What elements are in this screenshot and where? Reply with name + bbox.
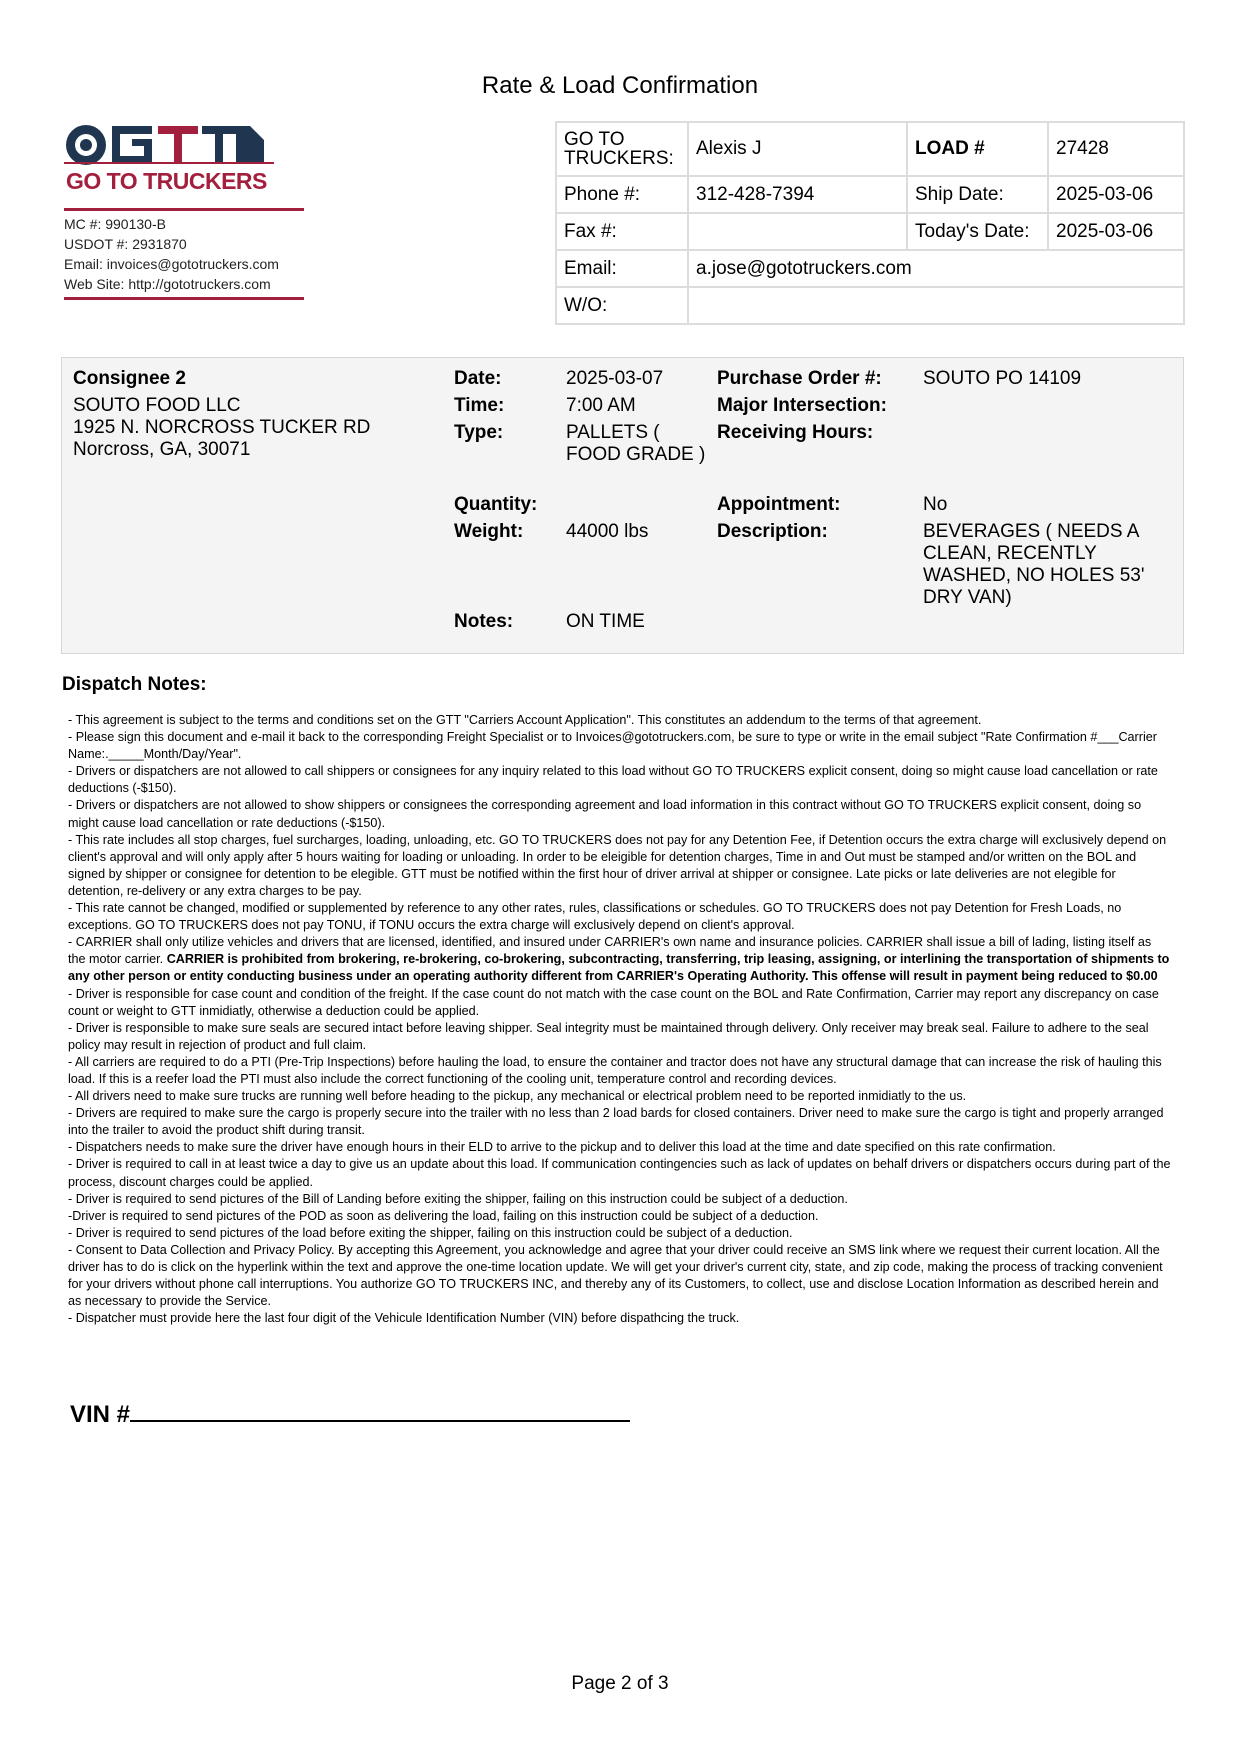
company-email: Email: invoices@gototruckers.com — [64, 256, 279, 272]
load-value: 27428 — [1048, 122, 1184, 176]
table-row — [556, 250, 1184, 287]
dispatch-note-carrier — [68, 934, 1172, 985]
usdot-number: USDOT #: 2931870 — [64, 236, 187, 252]
carrier-note-bold: CARRIER is prohibited from brokering, re-brokering, co-brokering, subcontracting, transferring, trip leasing, assigning, or interlining the transportation of shipments to any other person or entity conducting business under an operating authority different from CARRIER's Operating Authority. This offense will result in payment being reduced to $0.00 — [68, 952, 1170, 984]
receiving-hours-label: Receiving Hours: — [717, 422, 874, 443]
company-value: Alexis J — [688, 122, 907, 176]
dispatch-note: - All drivers need to make sure trucks are running well before heading to the pickup, any mechanical or electrical problem need to be reported inmidiatly to the us. — [68, 1089, 967, 1104]
appointment-label: Appointment: — [717, 494, 841, 515]
dispatch-note: - Consent to Data Collection and Privacy Policy. By accepting this Agreement, you acknowledge and agree that your driver could receive an SMS link where we request their current location. All the driver has to do is click on the hyperlink within the text and approve the one-time location update. We will get your driver's current city, state, and zip code, making the process of tracking convenient for your drivers without phone call interruptions. You authorize GO TO TRUCKERS INC, and thereby any of its Customers, to collect, use and disclose Location Information as described herein and as necessary to provide the Service. — [68, 1242, 1163, 1309]
fax-label: Fax #: — [556, 213, 688, 250]
dispatch-note: - Driver is responsible for case count and condition of the freight. If the case count do not match with the case count on the BOL and Rate Confirmation, Carrier may report any discrepancy on case count or weight to GTT inmidiatly, otherwise a deduction could be applied. — [68, 986, 1159, 1018]
major-intersection-label: Major Intersection: — [717, 395, 887, 416]
dispatch-note: - Drivers or dispatchers are not allowed to call shippers or consignees for any inquiry related to this load without GO TO TRUCKERS explicit consent, doing so might cause load cancellation or rate deductions (-$150). — [68, 764, 1158, 796]
company-label: GO TO TRUCKERS: — [556, 122, 688, 176]
type-value: PALLETS ( FOOD GRADE ) — [566, 422, 706, 465]
purchase-order-value: SOUTO PO 14109 — [923, 368, 1082, 389]
dispatch-note: - Driver is required to send pictures of the Bill of Landing before exiting the shipper, failing on this instruction could be subject of a deduction. — [68, 1191, 848, 1206]
dispatch-note: - Drivers or dispatchers are not allowed to show shippers or consignees the corresponding agreement and load information in this contract without GO TO TRUCKERS explicit consent, doing so might cause load cancellation or rate deductions (-$150). — [68, 798, 1142, 830]
page-title: Rate & Load Confirmation — [481, 72, 759, 99]
dispatch-note: - Driver is required to send pictures of the load before exiting the shipper, failing on this instruction could be subject of a deduction. — [68, 1225, 793, 1240]
description-label: Description: — [717, 521, 828, 542]
table-row — [556, 213, 1184, 250]
page-number: Page 2 of 3 — [571, 1673, 669, 1694]
load-label: LOAD # — [907, 122, 1048, 176]
dispatch-note: - Driver is responsible to make sure seals are secured intact before leaving shipper. Seal integrity must be maintained through delivery. Only receiver may break seal. Failure to adhere to the seal policy may result in rejection of product and full claim. — [68, 1020, 1149, 1052]
dispatch-note: - Driver is required to call in at least twice a day to give us an update about this load. If communication contingencies such as lack of updates on behalf drivers or dispatchers occurs during part of the process, discount charges could be applied. — [68, 1157, 1171, 1189]
wo-value — [688, 287, 1184, 324]
type-label: Type: — [454, 422, 504, 443]
ship-date-value: 2025-03-06 — [1048, 176, 1184, 213]
dispatch-note: - This agreement is subject to the terms and conditions set on the GTT "Carriers Account Application". This constitutes an addendum to the terms of that agreement. — [68, 713, 982, 727]
consignee-address-line2: Norcross, GA, 30071 — [73, 439, 251, 460]
date-label: Date: — [454, 368, 502, 389]
consignee-title: Consignee 2 — [73, 368, 186, 389]
dispatch-note: - All carriers are required to do a PTI (Pre-Trip Inspections) before hauling the load, to ensure the container and tractor does not have any structural damage that can increase the risk of hauling this load. If this is a reefer load the PTI must also include the correct functioning of the cooling unit, temperature control and recording devices. — [68, 1054, 1162, 1086]
ship-date-label: Ship Date: — [907, 176, 1048, 213]
company-website: Web Site: http://gototruckers.com — [64, 276, 271, 292]
logo-divider-bottom — [64, 297, 304, 300]
notes-value: ON TIME — [566, 611, 645, 632]
wo-label: W/O: — [556, 287, 688, 324]
todays-date-value: 2025-03-06 — [1048, 213, 1184, 250]
consignee-name: SOUTO FOOD LLC — [73, 395, 241, 416]
description-value: BEVERAGES ( NEEDS A CLEAN, RECENTLY WASHED, NO HOLES 53' DRY VAN) — [923, 521, 1145, 608]
time-label: Time: — [454, 395, 505, 416]
company-info — [64, 214, 279, 294]
dispatch-note: - This rate cannot be changed, modified or supplemented by reference to any other rates, rules, classifications or schedules. GO TO TRUCKERS does not pay Detention for Fresh Loads, no exceptions. GO TO TRUCKERS does not pay TONU, if TONU occurs the extra charge will exclusively depend on client's approval. — [68, 901, 1122, 933]
dispatch-notes-title: Dispatch Notes: — [62, 674, 207, 695]
dispatch-note: - Dispatcher must provide here the last four digit of the Vehicule Identification Number (VIN) before dispathcing the truck. — [68, 1311, 740, 1326]
consignee-address-line1: 1925 N. NORCROSS TUCKER RD — [73, 417, 371, 438]
weight-value: 44000 lbs — [566, 521, 649, 542]
time-value: 7:00 AM — [566, 395, 636, 416]
dispatch-note: - Please sign this document and e-mail it back to the corresponding Freight Specialist or to Invoices@gototruckers.com, be sure to type or write in the email subject "Rate Confirmation #___Carrier Name:._____Month/Day/Year". — [68, 730, 1157, 762]
logo-wordmark: GO TO TRUCKERS — [66, 168, 267, 194]
consignee-section — [61, 357, 1184, 654]
appointment-value: No — [923, 494, 948, 515]
table-row — [556, 176, 1184, 213]
phone-value: 312-428-7394 — [688, 176, 907, 213]
table-row — [556, 122, 1184, 176]
todays-date-label: Today's Date: — [907, 213, 1048, 250]
mc-number: MC #: 990130-B — [64, 216, 166, 232]
fax-value — [688, 213, 907, 250]
email-label: Email: — [556, 250, 688, 287]
dispatch-note: -Driver is required to send pictures of the POD as soon as delivering the load, failing on this instruction could be subject of a deduction. — [68, 1208, 819, 1223]
vin-input-line[interactable] — [130, 1402, 630, 1422]
weight-label: Weight: — [454, 521, 524, 542]
load-header-table — [555, 121, 1185, 325]
date-value: 2025-03-07 — [566, 368, 664, 389]
dispatch-note: - Dispatchers needs to make sure the driver have enough hours in their ELD to arrive to the pickup and to deliver this load at the time and date specified on this rate confirmation. — [68, 1140, 1056, 1155]
dispatch-notes — [68, 712, 1172, 1327]
carrier-note-text: - CARRIER shall only utilize vehicles and drivers that are licensed, identified, and insured under CARRIER's own name and insurance policies. CARRIER shall issue a bill of lading, listing itself as the motor carrier. — [68, 935, 1152, 967]
vin-field — [70, 1401, 630, 1429]
logo-divider — [64, 208, 304, 211]
phone-label: Phone #: — [556, 176, 688, 213]
purchase-order-label: Purchase Order #: — [717, 368, 882, 389]
email-value: a.jose@gototruckers.com — [688, 250, 1184, 287]
vin-label: VIN # — [70, 1401, 131, 1428]
dispatch-note: - This rate includes all stop charges, fuel surcharges, loading, unloading, etc. GO TO TRUCKERS does not pay for any Detention Fee, if Detention occurs the extra charge will exclusively depend on client's approval and will only apply after 5 hours waiting for loading or unloading. In order to be eleigible for detention charges, Time in and Out must be stamped and/or written on the BOL and signed by shipper or consignee for detention to be elegible. GTT must be notified within the first hour of driver arrival at shipper or consignee. Late picks or late deliveries are not elegible for detention, re-delivery or any extra charges to be pay. — [68, 832, 1167, 898]
quantity-label: Quantity: — [454, 494, 538, 515]
truck-logo-icon — [64, 118, 274, 168]
notes-label: Notes: — [454, 611, 514, 632]
dispatch-note: - Drivers are required to make sure the cargo is properly secure into the trailer with no less than 2 load bards for closed containers. Driver need to make sure the cargo is tight and properly arranged into the trailer to avoid the product shift during transit. — [68, 1106, 1164, 1138]
table-row — [556, 287, 1184, 324]
company-logo — [64, 118, 314, 308]
